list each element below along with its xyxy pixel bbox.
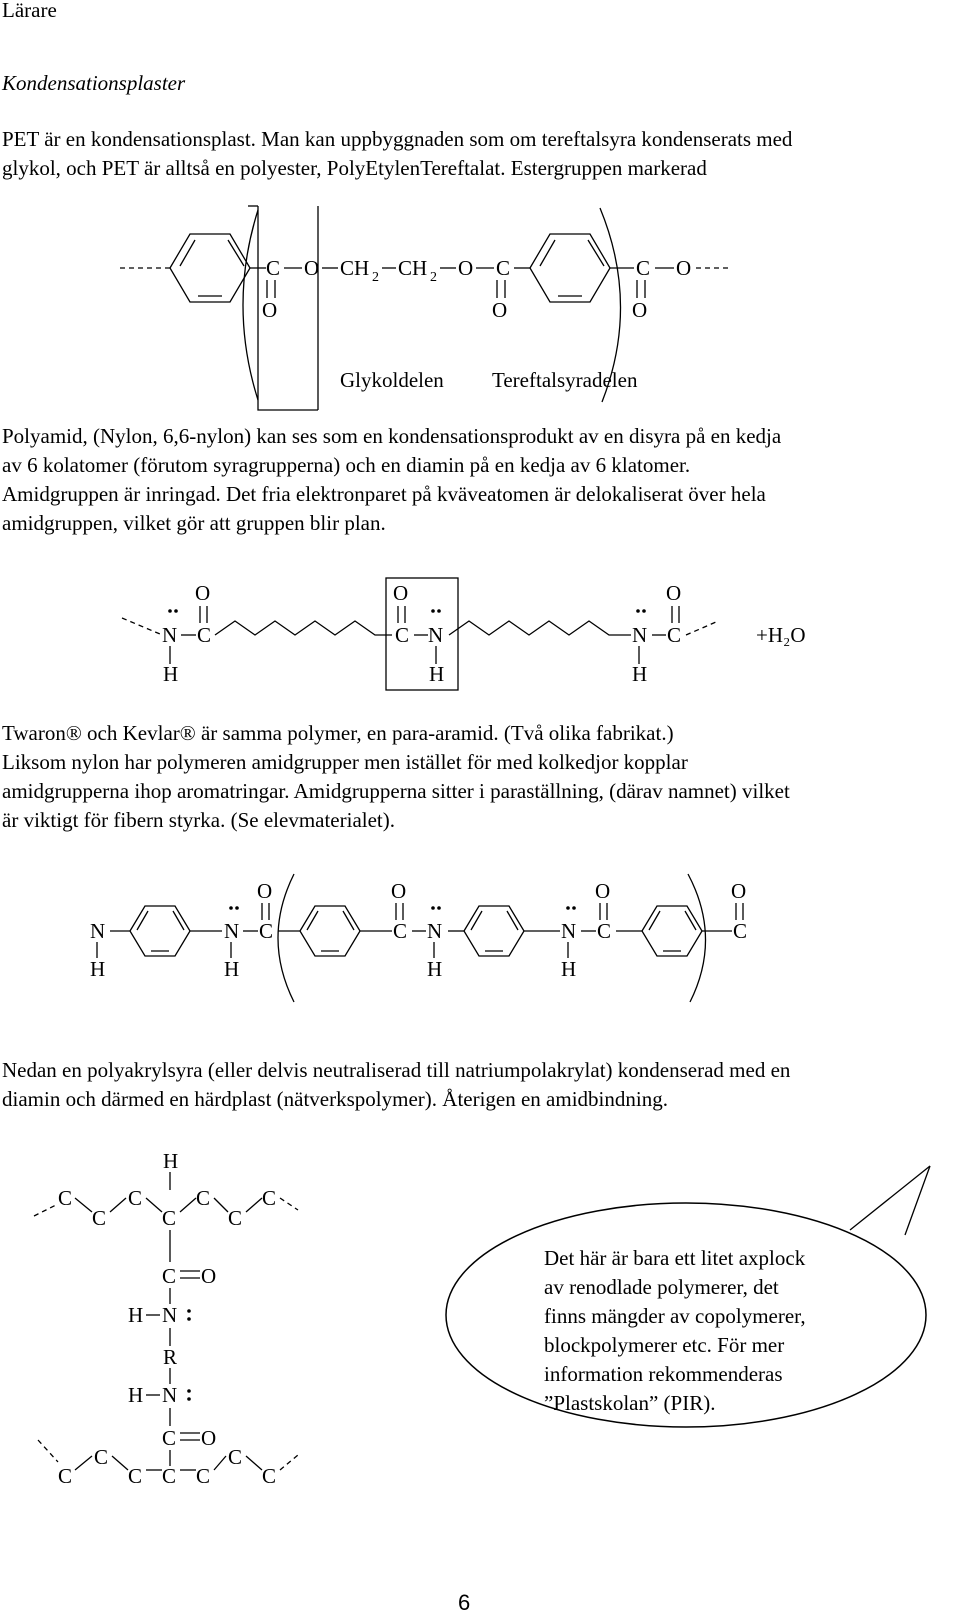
pet-atom-ch2b: CH — [398, 256, 428, 280]
nylon-chain-2 — [449, 621, 631, 635]
net-atom-c6: C — [228, 1206, 243, 1230]
nylon-atom-c2: C — [395, 623, 410, 647]
aramid-atom-c4: C — [733, 919, 748, 943]
aramid-atom-h4: H — [561, 957, 577, 981]
page-number: 6 — [458, 1590, 471, 1615]
aramid-atom-o3: O — [595, 879, 611, 903]
net-atom-c11: C — [94, 1445, 109, 1469]
pet-atom-o3: O — [262, 298, 278, 322]
nylon-atom-o3: O — [666, 581, 682, 605]
bubble-line: Det här är bara ett litet axplock — [544, 1246, 806, 1270]
nylon-atom-h2: H — [429, 662, 445, 686]
pet-atom-c2: C — [496, 256, 511, 280]
net-atom-c13: C — [162, 1464, 177, 1488]
bubble-line: ”Plastskolan” (PIR). — [544, 1391, 716, 1415]
aramid-bracket-close — [688, 874, 706, 1002]
net-atom-c12: C — [128, 1464, 143, 1488]
net-atom-c2: C — [92, 1206, 107, 1230]
aramid-benzene-1 — [130, 906, 190, 956]
net-atom-n2: N — [162, 1383, 178, 1407]
aramid-benzene-2 — [300, 906, 360, 956]
net-atom-o2: O — [201, 1426, 217, 1450]
net-atom-c1: C — [58, 1186, 73, 1210]
nylon-atom-o2: O — [393, 581, 409, 605]
pet-atom-ch2a: CH — [340, 256, 370, 280]
aramid-atom-h2: H — [224, 957, 240, 981]
aramid-structure-diagram — [0, 880, 960, 1020]
net-atom-o1: O — [201, 1264, 217, 1288]
svg-text:2: 2 — [372, 270, 379, 285]
pet-bracket-open — [243, 210, 258, 400]
aramid-line-1: Twaron® och Kevlar® är samma polymer, en para-aramid. (Två olika fabrikat.) — [2, 721, 674, 745]
nylon-atom-o1: O — [195, 581, 211, 605]
pet-atom-o4: O — [492, 298, 508, 322]
nylon-water-label: +H₂O — [756, 623, 806, 647]
nylon-atom-h3: H — [632, 662, 648, 686]
polyakryl-line-1: Nedan en polyakrylsyra (eller delvis neutraliserad till natriumpolakrylat) kondenserad med en — [2, 1058, 791, 1082]
aramid-atom-n2: N — [224, 919, 240, 943]
aramid-line-2: Liksom nylon har polymeren amidgrupper men istället för med kolkedjor kopplar — [2, 750, 688, 774]
network-structure-diagram — [0, 1150, 960, 1490]
section-title: Kondensationsplaster — [2, 71, 186, 95]
net-atom-h3: H — [128, 1383, 144, 1407]
net-atom-c4: C — [162, 1206, 177, 1230]
net-atom-c10: C — [58, 1464, 73, 1488]
aramid-atom-n4: N — [561, 919, 577, 943]
bubble-line: finns mängder av copolymerer, — [544, 1304, 806, 1328]
polyakryl-line-2: diamin och därmed en härdplast (nätverkspolymer). Återigen en amidbindning. — [2, 1087, 668, 1111]
aramid-benzene-3 — [464, 906, 524, 956]
polyamid-line-3: Amidgruppen är inringad. Det fria elektronparet på kväveatomen är delokaliserat över hela — [2, 482, 766, 506]
bubble-line: av renodlade polymerer, det — [544, 1275, 779, 1299]
pet-tereftal-label: Tereftalsyradelen — [492, 368, 638, 392]
polyamid-line-2: av 6 kolatomer (förutom syragrupperna) och en diamin på en kedja av 6 klatomer. — [2, 453, 691, 477]
aramid-atom-c1: C — [259, 919, 274, 943]
aramid-atom-c3: C — [597, 919, 612, 943]
aramid-atom-o1: O — [257, 879, 273, 903]
bubble-line: blockpolymerer etc. För mer — [544, 1333, 785, 1357]
aramid-benzene-4 — [642, 906, 702, 956]
aramid-bracket-open — [278, 874, 294, 1002]
net-atom-c5: C — [196, 1186, 211, 1210]
nylon-chain-1 — [215, 621, 392, 635]
nylon-atom-n2: N — [428, 623, 444, 647]
net-atom-c3: C — [128, 1186, 143, 1210]
net-atom-h-top: H — [163, 1149, 179, 1173]
net-atom-n1: N — [162, 1303, 178, 1327]
nylon-atom-n3: N — [632, 623, 648, 647]
net-atom-r: R — [163, 1345, 178, 1369]
pet-benzene-1 — [170, 234, 250, 302]
aramid-atom-h1: H — [90, 957, 106, 981]
net-atom-c9: C — [162, 1426, 177, 1450]
pet-atom-c1: C — [266, 256, 281, 280]
pet-atom-o6: O — [632, 298, 648, 322]
nylon-atom-c1: C — [197, 623, 212, 647]
pet-atom-o5: O — [676, 256, 692, 280]
pet-benzene-2 — [530, 234, 610, 302]
pet-glykol-label: Glykoldelen — [340, 368, 444, 392]
aramid-line-4: är viktigt för fibern styrka. (Se elevmaterialet). — [2, 808, 396, 832]
nylon-atom-n1: N — [162, 623, 178, 647]
pet-atom-c3: C — [636, 256, 651, 280]
aramid-atom-o4: O — [731, 879, 747, 903]
aramid-atom-c2: C — [393, 919, 408, 943]
net-atom-h2: H — [128, 1303, 144, 1327]
pet-line-2: glykol, och PET är alltså en polyester, PolyEtylenTereftalat. Estergruppen markerad — [2, 156, 707, 180]
aramid-line-3: amidgrupperna ihop aromatringar. Amidgrupperna sitter i paraställning, (därav namnet) vilket — [2, 779, 790, 803]
nylon-atom-h1: H — [163, 662, 179, 686]
net-atom-c16: C — [262, 1464, 277, 1488]
aramid-atom-n3: N — [427, 919, 443, 943]
net-atom-c15: C — [228, 1445, 243, 1469]
bubble-text — [544, 1244, 806, 1418]
aramid-atom-h3: H — [427, 957, 443, 981]
nylon-structure-diagram — [0, 578, 960, 698]
aramid-atom-o2: O — [391, 879, 407, 903]
svg-text:2: 2 — [430, 270, 437, 285]
pet-atom-o2: O — [458, 256, 474, 280]
polyamid-line-1: Polyamid, (Nylon, 6,6-nylon) kan ses som en kondensationsprodukt av en disyra på en kedja — [2, 424, 782, 448]
pet-line-1: PET är en kondensationsplast. Man kan uppbyggnaden som om tereftalsyra kondenserats med — [2, 127, 793, 151]
net-atom-c7: C — [262, 1186, 277, 1210]
pet-atom-o1: O — [304, 256, 320, 280]
polyamid-line-4: amidgruppen, vilket gör att gruppen blir plan. — [2, 511, 386, 535]
net-atom-c8: C — [162, 1264, 177, 1288]
net-atom-c14: C — [196, 1464, 211, 1488]
bubble-line: information rekommenderas — [544, 1362, 783, 1386]
page-header: Lärare — [2, 0, 57, 22]
aramid-atom-n1: N — [90, 919, 106, 943]
pet-structure-diagram — [0, 200, 960, 420]
nylon-atom-c3: C — [667, 623, 682, 647]
